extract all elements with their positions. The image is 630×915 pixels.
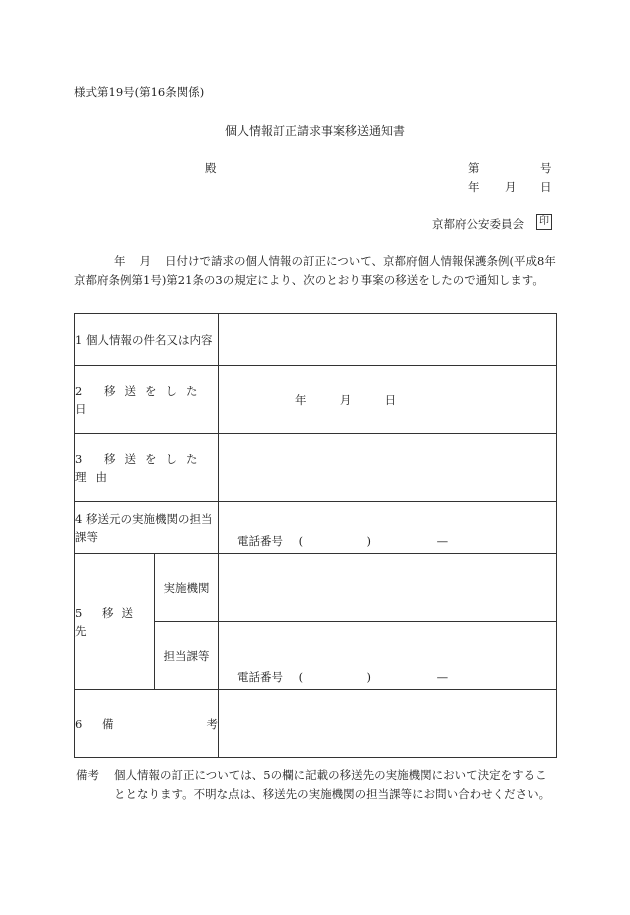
item-subject-label: 1 個人情報の件名又は内容 <box>75 314 219 366</box>
form-number-label: 様式第19号(第16条関係) <box>74 85 205 99</box>
source-dept-field[interactable] <box>219 502 557 554</box>
table-row <box>75 502 557 554</box>
phone-dash: — <box>436 534 449 548</box>
footnote <box>76 766 556 804</box>
remarks-row-label <box>75 690 219 758</box>
remarks-label-start: 6 備 <box>75 716 122 731</box>
phone-dash: — <box>436 670 449 684</box>
footnote-heading: 備考 <box>76 768 99 782</box>
table-row <box>75 554 557 622</box>
transfer-reason-label: 3 移送をした理由 <box>75 434 219 502</box>
destination-label: 5 移送先 <box>75 554 155 690</box>
phone-open-paren: ( <box>298 670 304 684</box>
source-phone <box>237 533 448 549</box>
destination-dept-field[interactable] <box>219 622 557 690</box>
transfer-reason-field[interactable] <box>219 434 557 502</box>
source-dept-label: 4 移送元の実施機関の担当課等 <box>75 502 219 554</box>
table-row <box>75 434 557 502</box>
doc-number-prefix: 第 <box>468 161 480 175</box>
transfer-date-month: 月 <box>339 392 352 407</box>
footnote-text: 個人情報の訂正については、5の欄に記載の移送先の実施機関において決定をすることとなります。不明な点は、移送先の実施機関の担当課等にお問い合わせください。 <box>114 768 551 801</box>
remarks-label-end: 考 <box>206 716 219 731</box>
issue-date-day: 日 <box>540 180 552 194</box>
destination-phone <box>237 669 448 685</box>
phone-close-paren: ) <box>366 534 371 548</box>
table-row <box>75 314 557 366</box>
transfer-date-field[interactable] <box>219 366 557 434</box>
remarks-row-field[interactable] <box>219 690 557 758</box>
doc-number-suffix: 号 <box>540 161 552 175</box>
destination-dept-label: 担当課等 <box>155 622 219 690</box>
notice-body <box>74 252 556 290</box>
table-row <box>75 690 557 758</box>
destination-agency-field[interactable] <box>219 554 557 622</box>
phone-label: 電話番号 <box>237 534 284 548</box>
destination-agency-label: 実施機関 <box>155 554 219 622</box>
issue-date-month: 月 <box>505 180 517 194</box>
item-subject-field[interactable] <box>219 314 557 366</box>
document-title: 個人情報訂正請求事案移送通知書 <box>224 124 405 138</box>
phone-label: 電話番号 <box>237 670 284 684</box>
transfer-date-day: 日 <box>384 392 397 407</box>
seal-stamp: 印 <box>536 214 552 230</box>
issuer-name: 京都府公安委員会 <box>432 217 524 231</box>
transfer-date-year: 年 <box>295 392 307 407</box>
body-paragraph: 日付けで請求の個人情報の訂正について、京都府個人情報保護条例(平成8年京都府条例第1号)第21条の3の規定により、次のとおり事案の移送をしたので通知します。 <box>74 254 556 287</box>
transfer-details-table <box>74 313 557 758</box>
addressee-suffix: 殿 <box>205 161 217 175</box>
phone-close-paren: ) <box>366 670 371 684</box>
body-month-marker: 年 <box>114 254 126 268</box>
table-row <box>75 366 557 434</box>
body-day-marker: 月 <box>139 254 151 268</box>
issue-date-year: 年 <box>468 180 480 194</box>
phone-open-paren: ( <box>298 534 304 548</box>
transfer-date-label: 2 移送をした日 <box>75 366 219 434</box>
